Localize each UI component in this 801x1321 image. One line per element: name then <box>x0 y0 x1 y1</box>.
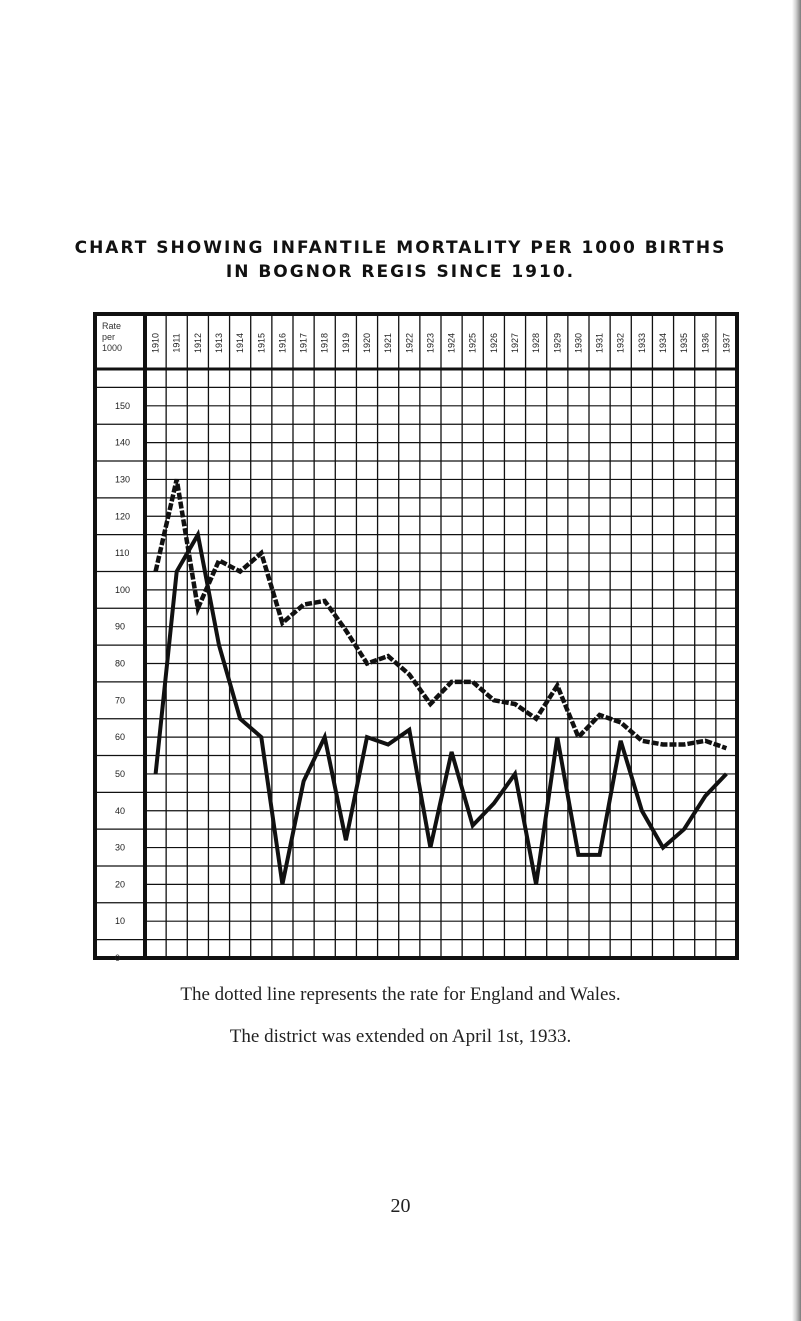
year-label: 1914 <box>235 332 246 354</box>
chart-frame <box>95 314 737 958</box>
year-label: 1937 <box>721 332 732 354</box>
year-label: 1932 <box>615 332 626 354</box>
y-tick-label: 80 <box>115 658 126 669</box>
y-tick-label: 0 <box>115 953 121 963</box>
y-tick-label: 10 <box>115 916 126 927</box>
page-edge-shadow <box>792 0 801 1321</box>
year-label: 1930 <box>573 332 584 354</box>
chart-grid <box>95 314 737 958</box>
year-label: 1935 <box>679 332 690 354</box>
year-header-row <box>102 321 731 353</box>
chart-title-line-2: IN BOGNOR REGIS SINCE 1910. <box>225 262 576 282</box>
y-tick-label: 110 <box>115 548 130 559</box>
rate-per-1000-label: Rate <box>102 321 122 331</box>
year-label: 1910 <box>150 332 161 354</box>
year-label: 1931 <box>594 332 605 354</box>
y-tick-label: 20 <box>115 879 126 890</box>
year-label: 1933 <box>636 332 647 354</box>
year-label: 1926 <box>488 332 499 354</box>
y-tick-label: 70 <box>115 695 126 706</box>
year-label: 1922 <box>404 332 415 354</box>
y-tick-label: 130 <box>115 474 131 485</box>
year-label: 1927 <box>510 332 520 354</box>
y-tick-label: 140 <box>115 437 131 448</box>
year-label: 1912 <box>192 332 203 354</box>
y-tick-label: 50 <box>115 768 126 779</box>
year-label: 1913 <box>214 332 224 354</box>
year-label: 1911 <box>171 333 182 353</box>
year-label: 1919 <box>340 332 351 354</box>
year-label: 1928 <box>531 332 542 354</box>
year-label: 1920 <box>362 332 372 354</box>
district-extension-note: The district was extended on April 1st, 1933. <box>229 1026 572 1047</box>
chart-title-line-1: CHART SHOWING INFANTILE MORTALITY PER 1000 BIRTHS <box>74 238 727 258</box>
page-number: 20 <box>390 1195 411 1217</box>
year-label: 1934 <box>658 332 668 354</box>
year-label: 1929 <box>552 332 563 354</box>
rate-per-1000-label: 1000 <box>102 343 123 353</box>
year-label: 1936 <box>700 332 711 354</box>
y-tick-label: 100 <box>115 584 131 595</box>
dotted-line-note: The dotted line represents the rate for England and Wales. <box>180 984 621 1005</box>
year-label: 1916 <box>277 332 288 354</box>
year-label: 1923 <box>425 332 436 354</box>
year-label: 1915 <box>256 332 267 354</box>
y-tick-label: 40 <box>115 805 126 816</box>
year-label: 1918 <box>319 332 330 354</box>
y-tick-label: 120 <box>115 511 131 522</box>
year-label: 1925 <box>467 332 478 354</box>
y-tick-label: 90 <box>115 621 126 632</box>
year-label: 1924 <box>446 332 457 354</box>
y-tick-label: 60 <box>115 732 126 743</box>
year-label: 1921 <box>383 332 394 354</box>
y-tick-label: 150 <box>115 400 131 411</box>
y-tick-label: 30 <box>115 842 126 853</box>
rate-per-1000-label: per <box>102 332 116 342</box>
year-label: 1917 <box>298 332 309 354</box>
